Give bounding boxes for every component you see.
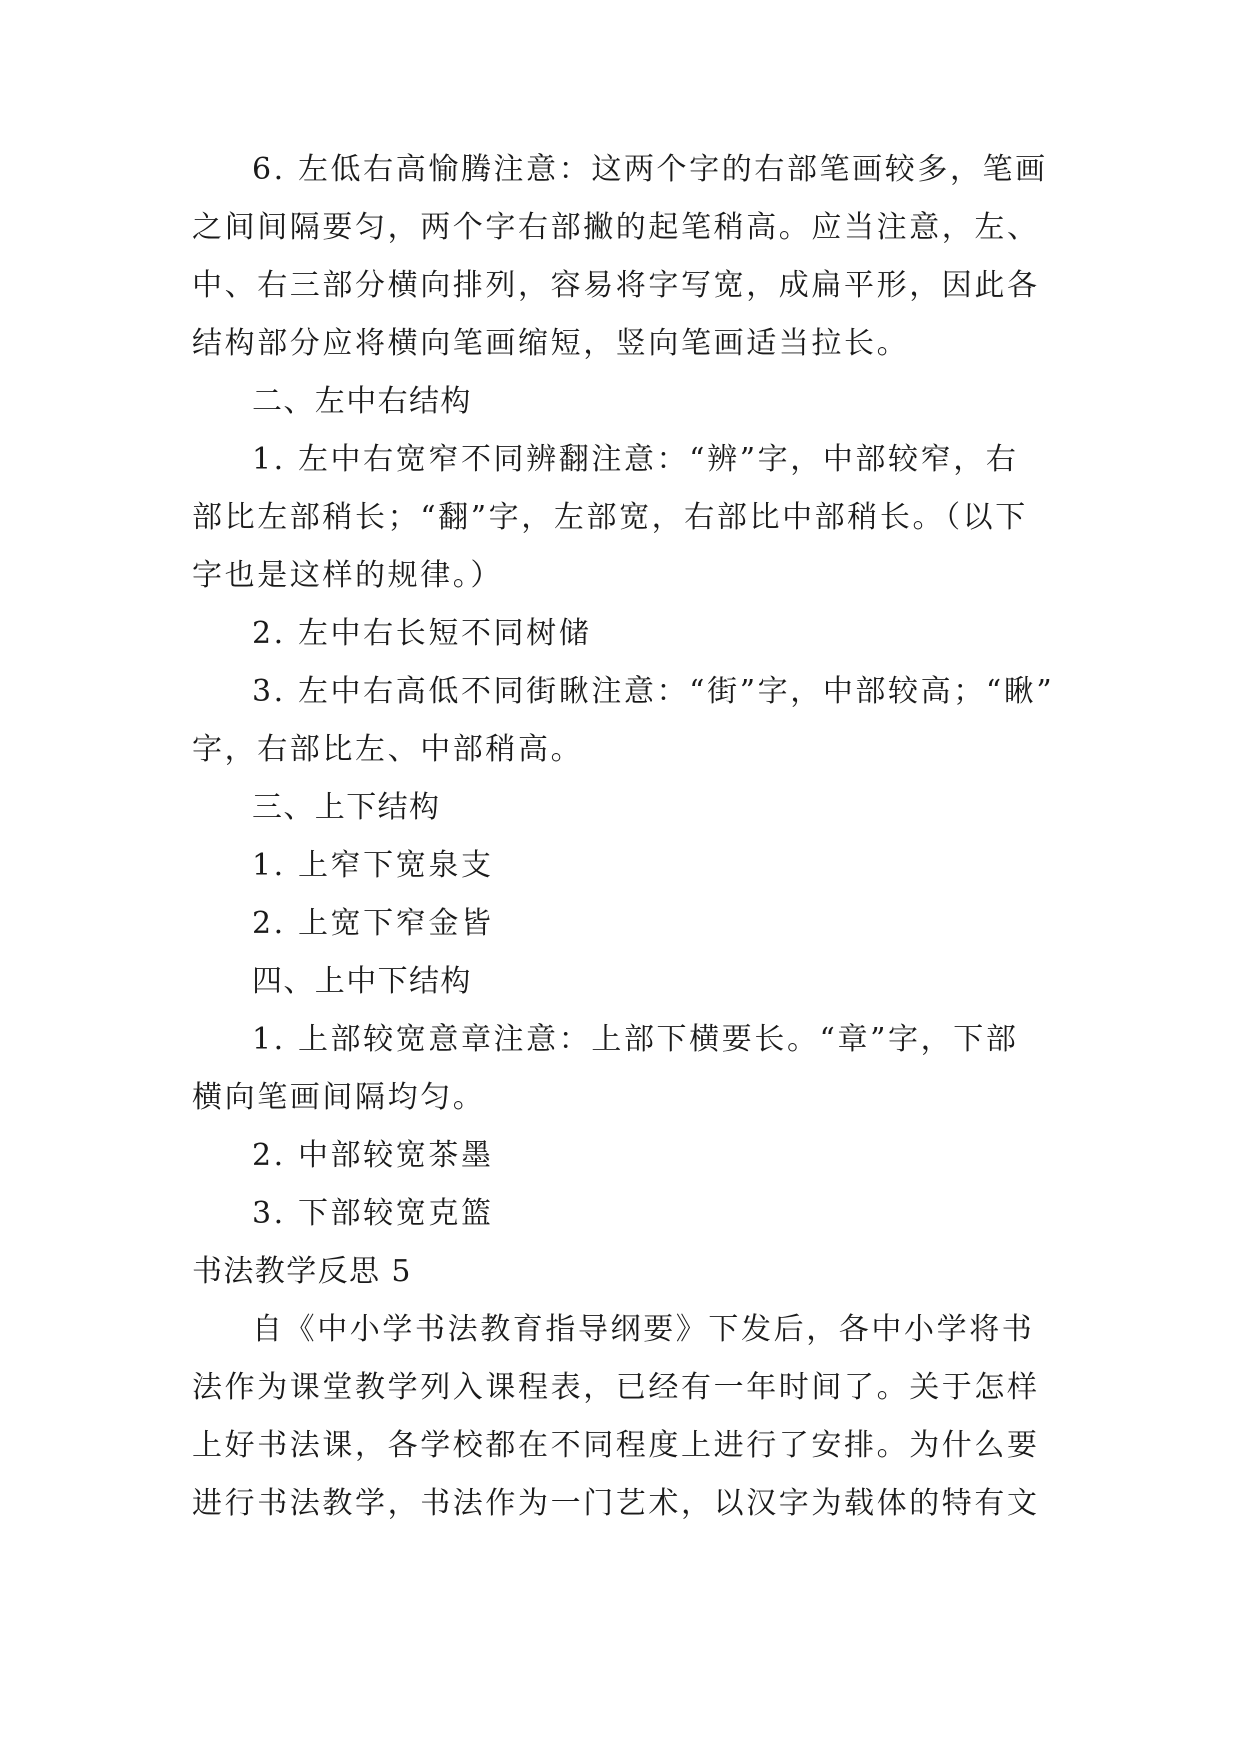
- paragraph-line: 部比左部稍长；“翻”字，左部宽，右部比中部稍长。（以下: [192, 500, 1028, 535]
- paragraph-line: 自《中小学书法教育指导纲要》下发后，各中小学将书: [252, 1312, 1035, 1347]
- paragraph-line: 上好书法课，各学校都在不同程度上进行了安排。为什么要: [192, 1428, 1040, 1463]
- section-heading: 三、上下结构: [252, 790, 441, 825]
- section-heading: 二、左中右结构: [252, 384, 472, 419]
- paragraph-line: 法作为课堂教学列入课程表，已经有一年时间了。关于怎样: [192, 1370, 1040, 1405]
- paragraph-line: 中、右三部分横向排列，容易将字写宽，成扁平形，因此各: [192, 268, 1040, 303]
- paragraph-line: 1. 左中右宽窄不同辨翻注意：“辨”字，中部较窄，右: [252, 442, 1019, 477]
- article-title: 书法教学反思 5: [192, 1254, 412, 1289]
- paragraph-line: 6. 左低右高愉腾注意：这两个字的右部笔画较多，笔画: [252, 152, 1048, 187]
- paragraph-line: 之间间隔要匀，两个字右部撇的起笔稍高。应当注意，左、: [192, 210, 1040, 245]
- list-item: 2. 左中右长短不同树储: [252, 616, 592, 651]
- list-item: 2. 上宽下窄金皆: [252, 906, 494, 941]
- paragraph-line: 字也是这样的规律。）: [192, 558, 503, 593]
- paragraph-line: 3. 左中右高低不同街瞅注意：“街”字，中部较高；“瞅”: [252, 674, 1055, 709]
- list-item: 3. 下部较宽克篮: [252, 1196, 494, 1231]
- paragraph-line: 结构部分应将横向笔画缩短，竖向笔画适当拉长。: [192, 326, 910, 361]
- list-item: 2. 中部较宽茶墨: [252, 1138, 494, 1173]
- list-item: 1. 上窄下宽泉支: [252, 848, 494, 883]
- paragraph-line: 1. 上部较宽意章注意：上部下横要长。“章”字，下部: [252, 1022, 1019, 1057]
- section-heading: 四、上中下结构: [252, 964, 472, 999]
- paragraph-line: 进行书法教学，书法作为一门艺术，以汉字为载体的特有文: [192, 1486, 1040, 1521]
- paragraph-line: 横向笔画间隔均匀。: [192, 1080, 486, 1115]
- paragraph-line: 字，右部比左、中部稍高。: [192, 732, 584, 767]
